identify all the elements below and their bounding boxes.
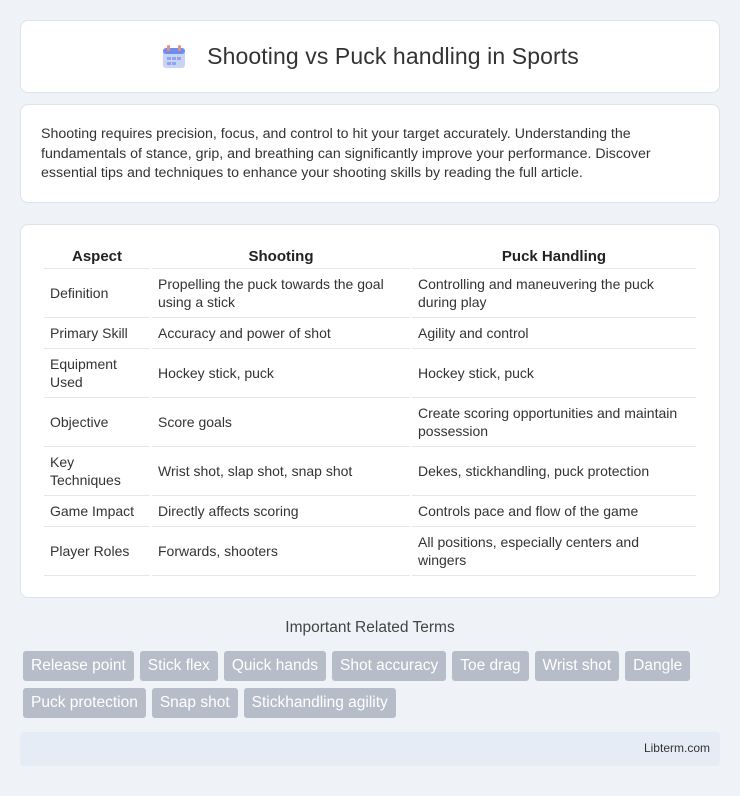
column-header-shooting: Shooting: [152, 245, 410, 269]
tag-stickhandling-agility[interactable]: Stickhandling agility: [244, 688, 396, 718]
table-row: [44, 527, 696, 576]
table-cell: Score goals: [152, 398, 410, 447]
calendar-icon: [161, 44, 187, 70]
intro-card: [20, 104, 720, 203]
table-cell: Dekes, stickhandling, puck protection: [412, 447, 696, 496]
table-cell: All positions, especially centers and wingers: [412, 527, 696, 576]
tag-stick-flex[interactable]: Stick flex: [140, 651, 218, 681]
table-cell: Forwards, shooters: [152, 527, 410, 576]
table-header-row: [44, 245, 696, 269]
table-cell: Game Impact: [44, 496, 150, 527]
table-cell: Key Techniques: [44, 447, 150, 496]
comparison-table-card: [20, 224, 720, 598]
tag-puck-protection[interactable]: Puck protection: [23, 688, 146, 718]
table-cell: Definition: [44, 269, 150, 318]
column-header-puck-handling: Puck Handling: [412, 245, 696, 269]
table-cell: Equipment Used: [44, 349, 150, 398]
tag-quick-hands[interactable]: Quick hands: [224, 651, 326, 681]
table-cell: Wrist shot, slap shot, snap shot: [152, 447, 410, 496]
tag-shot-accuracy[interactable]: Shot accuracy: [332, 651, 446, 681]
column-header-aspect: Aspect: [44, 245, 150, 269]
table-cell: Objective: [44, 398, 150, 447]
tag-dangle[interactable]: Dangle: [625, 651, 690, 681]
tag-wrist-shot[interactable]: Wrist shot: [535, 651, 620, 681]
table-row: [44, 269, 696, 318]
intro-text: Shooting requires precision, focus, and control to hit your target accurately. Understanding the fundamentals of stance, grip, and breathing can significantly improve your performance. Discover essential tips and techniques to enhance your shooting skills by reading the full article.: [41, 126, 651, 181]
table-cell: Agility and control: [412, 318, 696, 349]
table-cell: Create scoring opportunities and maintain possession: [412, 398, 696, 447]
header-card: [20, 20, 720, 93]
table-row: [44, 447, 696, 496]
table-cell: Controls pace and flow of the game: [412, 496, 696, 527]
comparison-table: [42, 245, 698, 576]
table-cell: Hockey stick, puck: [412, 349, 696, 398]
table-cell: Hockey stick, puck: [152, 349, 410, 398]
table-cell: Player Roles: [44, 527, 150, 576]
table-row: [44, 496, 696, 527]
page-title: Shooting vs Puck handling in Sports: [207, 43, 579, 69]
tag-toe-drag[interactable]: Toe drag: [452, 651, 528, 681]
footer-brand-link[interactable]: Libterm.com: [643, 741, 710, 755]
table-row: [44, 318, 696, 349]
related-terms-tags: [23, 651, 723, 718]
table-row: [44, 349, 696, 398]
footer: [20, 732, 720, 766]
table-row: [44, 398, 696, 447]
table-cell: Controlling and maneuvering the puck during play: [412, 269, 696, 318]
table-cell: Primary Skill: [44, 318, 150, 349]
table-cell: Accuracy and power of shot: [152, 318, 410, 349]
tag-release-point[interactable]: Release point: [23, 651, 134, 681]
tag-snap-shot[interactable]: Snap shot: [152, 688, 238, 718]
table-cell: Directly affects scoring: [152, 496, 410, 527]
table-cell: Propelling the puck towards the goal using a stick: [152, 269, 410, 318]
related-terms-title: Important Related Terms: [285, 619, 455, 636]
